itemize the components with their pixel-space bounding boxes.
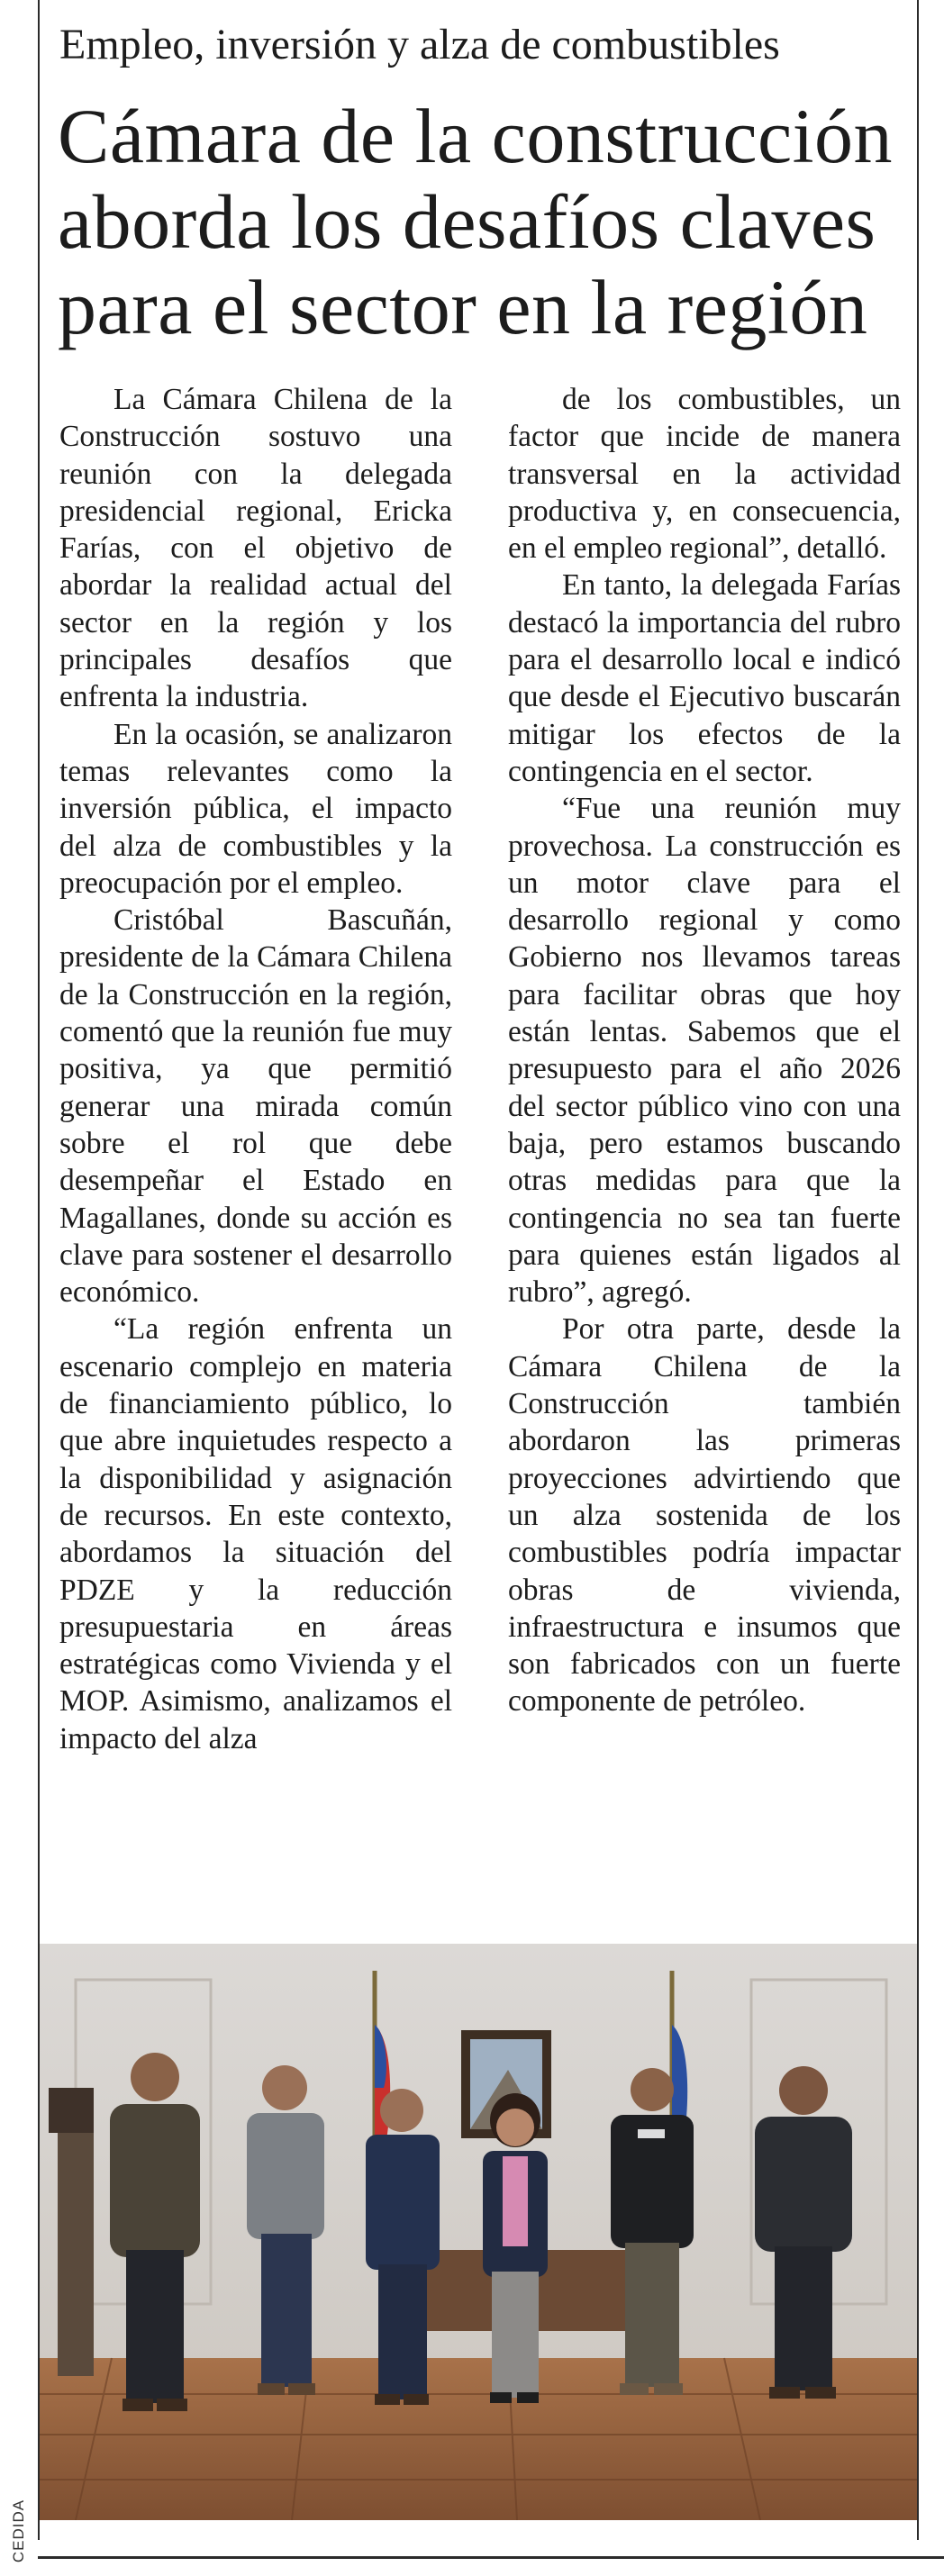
body-paragraph: Por otra parte, desde la Cámara Chilena de la Construcción también abordaron las primeras proyecciones advirtiendo que un alza sostenida de los combustibles podría impactar obras de vivienda, infraestructura e insumos que son fabricados con un fuerte componente de petróleo. — [508, 1312, 901, 1719]
body-paragraph: En tanto, la delegada Farías destacó la importancia del rubro para el desarrollo local e indicó que desde el Ejecutivo buscarán mitigar los efectos de la contingencia en el sector. — [508, 568, 901, 788]
article-kicker: Empleo, inversión y alza de combustibles — [59, 21, 780, 68]
headline-line: para el sector en la región — [58, 264, 868, 350]
body-paragraph: La Cámara Chilena de la Construcción sostuvo una reunión con la delegada presidencial regional, Ericka Farías, con el objetivo de abordar la realidad actual del sector en la región y los principales desafíos que enfrenta la industria. — [59, 383, 452, 714]
group-photo — [40, 1944, 917, 2520]
article-column-right — [508, 381, 901, 1720]
headline-line: Cámara de la construcción — [58, 93, 894, 179]
body-paragraph: de los combustibles, un factor que incide de manera transversal en la actividad productiva y, en consecuencia, en el empleo regional”, detalló. — [508, 383, 901, 566]
page-frame-right — [917, 0, 919, 2540]
body-paragraph: Cristóbal Bascuñán, presidente de la Cámara Chilena de la Construcción en la región, comentó que la reunión fue muy positiva, ya que permitió generar una mirada común sobre el rol que debe desempeñar el Estado en Magallanes, donde su acción es clave para sostener el desarrollo económico. — [59, 903, 452, 1310]
group-photo-illustration — [40, 1944, 917, 2520]
photo-credit — [0, 2499, 36, 2563]
body-paragraph: “La región enfrenta un escenario complejo en materia de financiamiento público, lo que abre inquietudes respecto a la disponibilidad y asignación de recursos. En este contexto, abordamos la situación del PDZE y la reducción presupuestaria en áreas estratégicas como Vivienda y el MOP. Asimismo, analizamos el impacto del alza — [59, 1312, 452, 1755]
page-frame-bottom — [38, 2556, 944, 2559]
body-paragraph: En la ocasión, se analizaron temas relevantes como la inversión pública, el impacto del alza de combustibles y la preocupación por el empleo. — [59, 717, 452, 900]
article-column-left — [59, 381, 452, 1757]
body-paragraph: “Fue una reunión muy provechosa. La construcción es un motor clave para el desarrollo regional y como Gobierno nos llevamos tareas para facilitar obras que hoy están lentas. Sabemos que el presupuesto para el año 2026 del sector público vino con una baja, pero estamos buscando otras medidas para que la contingencia no sea tan fuerte para quienes están ligados al rubro”, agregó. — [508, 792, 901, 1310]
photo-credit-label: CEDIDA — [10, 2499, 28, 2563]
article-headline — [58, 94, 913, 350]
headline-line: aborda los desafíos claves — [58, 178, 876, 265]
